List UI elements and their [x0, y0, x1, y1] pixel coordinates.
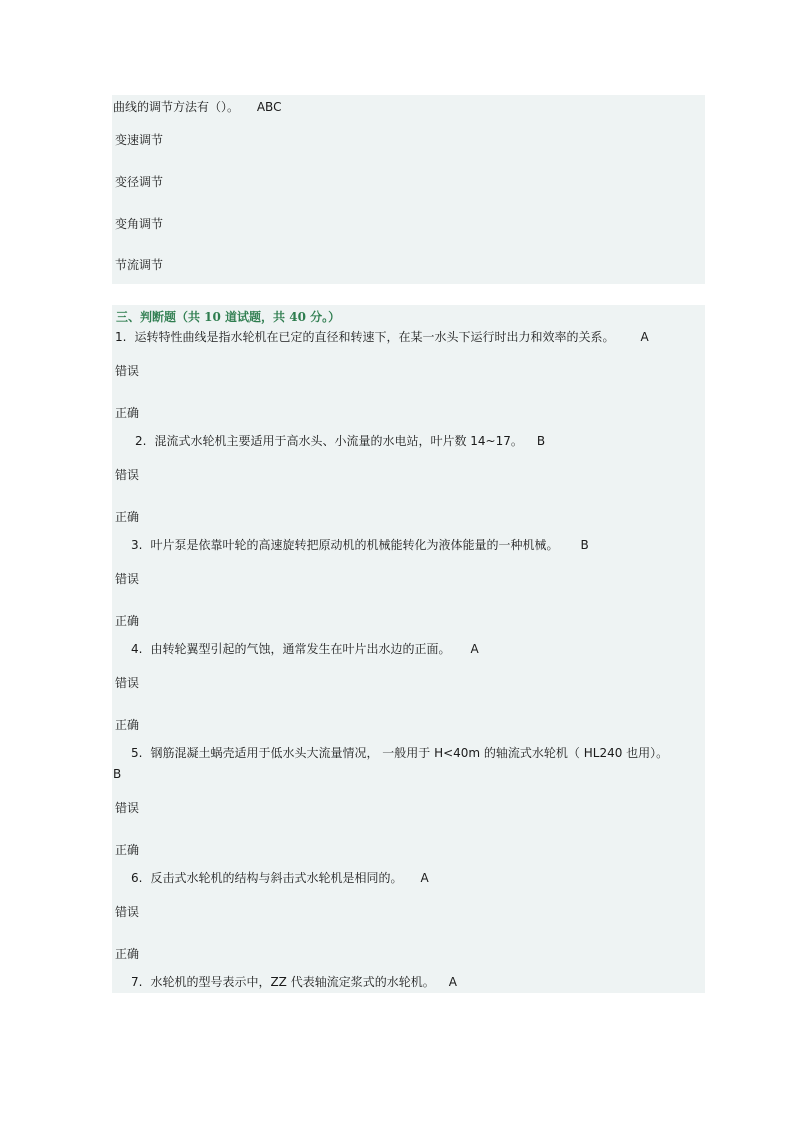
question-7: [131, 975, 457, 989]
question-number: 3.: [131, 538, 143, 552]
question-text: 运转特性曲线是指水轮机在已定的直径和转速下，在某一水头下运行时出力和效率的关系。: [134, 330, 615, 344]
option-wrong[interactable]: 错误: [115, 468, 140, 482]
question-text: 钢筋混凝土蜗壳适用于低水头大流量情况， 一般用于 H<40m 的轴流式水轮机（ HL240 也用）。: [150, 746, 669, 760]
question-answer: B: [580, 538, 589, 552]
option-right[interactable]: 正确: [115, 406, 140, 420]
question-number: 1.: [115, 330, 127, 344]
option-wrong[interactable]: 错误: [115, 676, 140, 690]
option-right[interactable]: 正确: [115, 718, 140, 732]
mc-option[interactable]: 变角调节: [115, 217, 164, 231]
question-4: [131, 642, 479, 656]
question-answer: B: [536, 434, 546, 448]
section-title: 三、判断题（共 10 道试题，共 40 分。）: [116, 310, 341, 324]
question-number: 4.: [131, 642, 143, 656]
option-wrong[interactable]: 错误: [115, 364, 140, 378]
mc-option[interactable]: 变径调节: [115, 175, 164, 189]
question-1: [115, 330, 649, 344]
mc-question: [113, 100, 281, 114]
question-panel-multiple-choice: [112, 95, 705, 284]
question-6: [131, 871, 429, 885]
question-number: 6.: [131, 871, 143, 885]
option-wrong[interactable]: 错误: [115, 572, 140, 586]
question-5: [131, 746, 668, 760]
option-right[interactable]: 正确: [115, 843, 140, 857]
question-answer: A: [420, 871, 429, 885]
question-answer: A: [640, 330, 649, 344]
question-answer: A: [448, 975, 457, 989]
question-text: 由转轮翼型引起的气蚀，通常发生在叶片出水边的正面。: [150, 642, 451, 656]
mc-answer: ABC: [256, 100, 282, 114]
option-right[interactable]: 正确: [115, 510, 140, 524]
mc-question-text: 曲线的调节方法有（）。: [113, 100, 240, 114]
question-number: 2.: [135, 434, 147, 448]
option-wrong[interactable]: 错误: [115, 801, 140, 815]
question-text: 混流式水轮机主要适用于高水头、小流量的水电站，叶片数 14~17。: [154, 434, 523, 448]
option-wrong[interactable]: 错误: [115, 905, 140, 919]
question-text: 水轮机的型号表示中，ZZ 代表轴流定浆式的水轮机。: [150, 975, 435, 989]
question-text: 叶片泵是依靠叶轮的高速旋转把原动机的机械能转化为液体能量的一种机械。: [150, 538, 559, 552]
option-right[interactable]: 正确: [115, 614, 140, 628]
question-answer: A: [470, 642, 479, 656]
question-number: 7.: [131, 975, 143, 989]
mc-option[interactable]: 变速调节: [115, 133, 164, 147]
question-2: [135, 434, 545, 448]
question-answer: B: [113, 767, 122, 781]
question-text: 反击式水轮机的结构与斜击式水轮机是相同的。: [150, 871, 403, 885]
option-right[interactable]: 正确: [115, 947, 140, 961]
question-3: [131, 538, 589, 552]
question-number: 5.: [131, 746, 143, 760]
mc-option[interactable]: 节流调节: [115, 258, 164, 272]
